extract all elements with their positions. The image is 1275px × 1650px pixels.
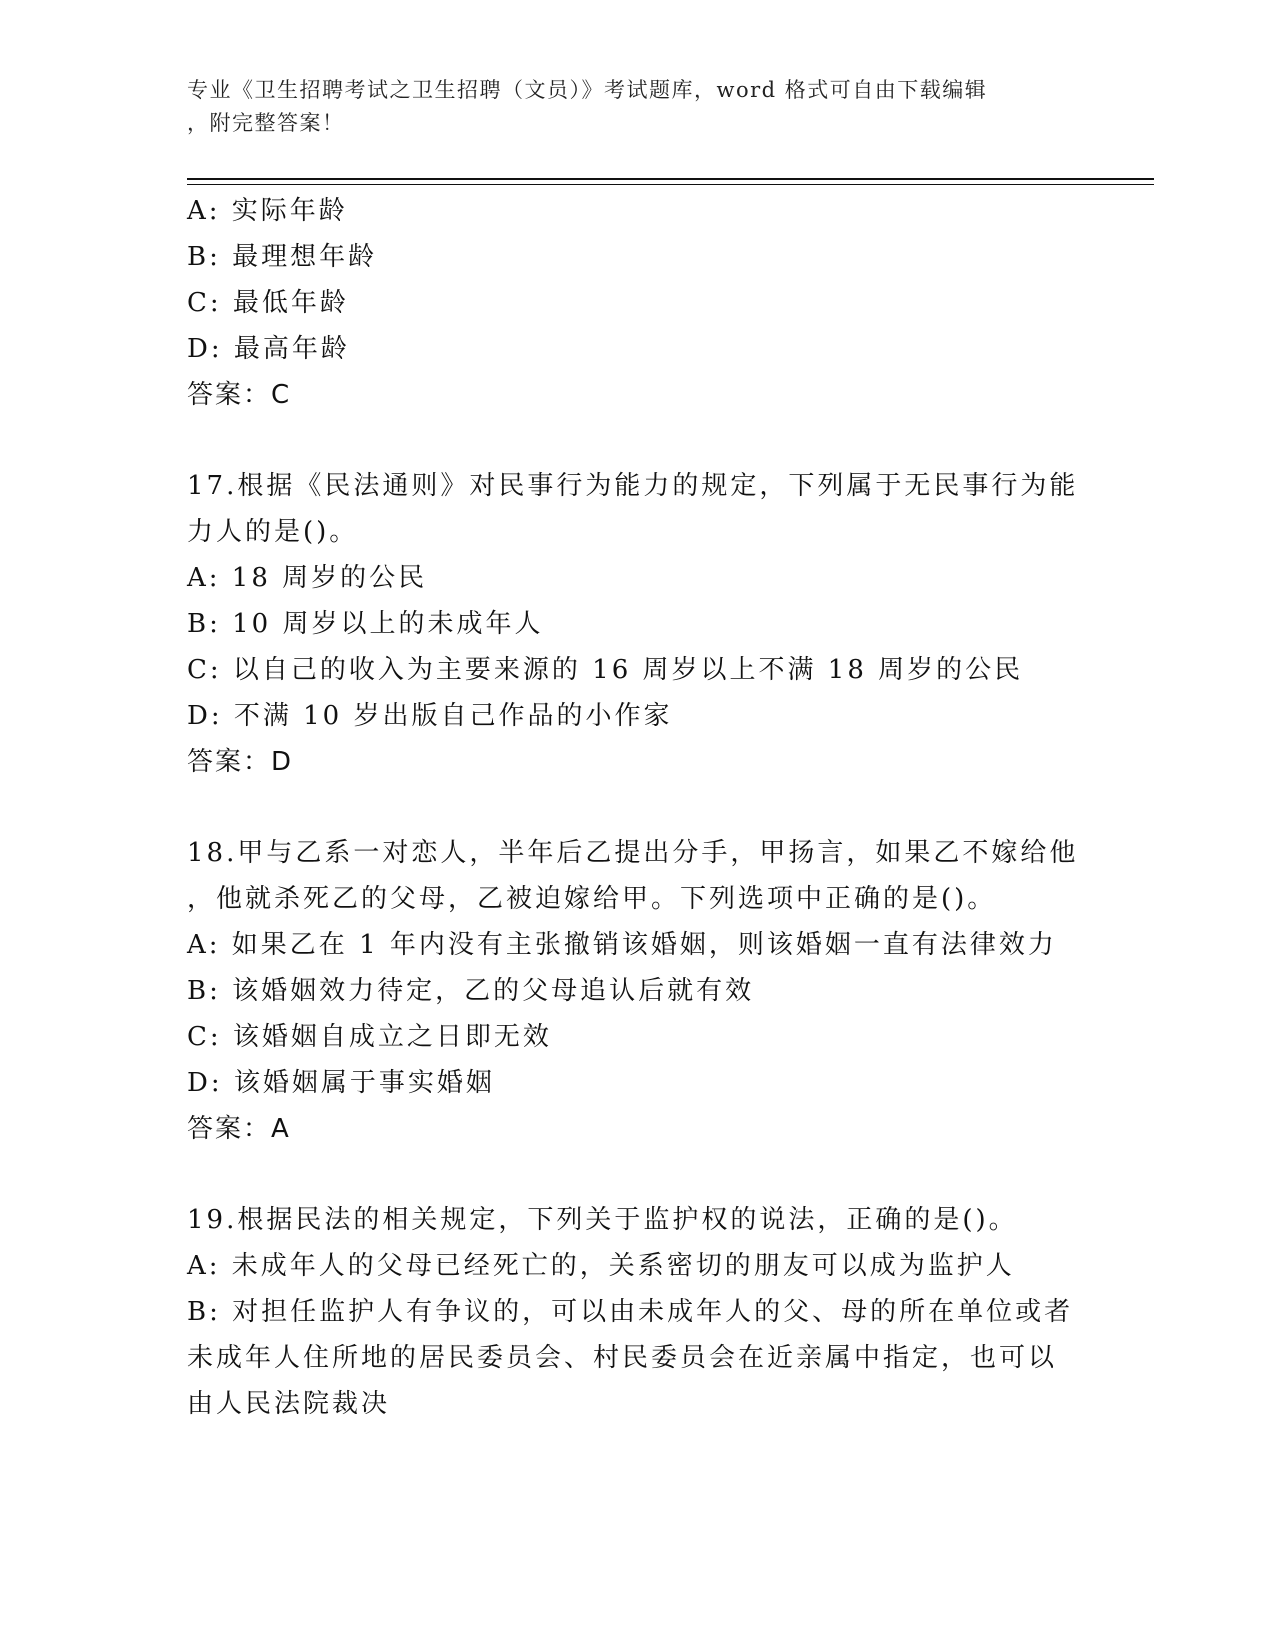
option-a: A: 如果乙在 1 年内没有主张撤销该婚姻，则该婚姻一直有法律效力: [187, 930, 1057, 960]
answer: 答案：D: [187, 747, 294, 777]
spacer: [187, 785, 1087, 830]
question-stem-line-2: ，他就杀死乙的父母，乙被迫嫁给甲。下列选项中正确的是()。: [187, 884, 997, 914]
header-divider-thin: [187, 184, 1154, 185]
question-stem-line-1: 18.甲与乙系一对恋人，半年后乙提出分手，甲扬言，如果乙不嫁给他: [187, 838, 1079, 868]
option-b-line-1: B: 对担任监护人有争议的，可以由未成年人的父、母的所在单位或者: [187, 1297, 1074, 1327]
question-16: [187, 188, 1087, 418]
option-a: A: 实际年龄: [187, 196, 348, 226]
spacer: [187, 418, 1087, 463]
question-stem-line-1: 19.根据民法的相关规定，下列关于监护权的说法，正确的是()。: [187, 1205, 1018, 1235]
question-17: [187, 463, 1087, 785]
question-list: [187, 188, 1087, 1427]
option-c: C: 该婚姻自成立之日即无效: [187, 1022, 552, 1052]
option-a: A: 18 周岁的公民: [187, 563, 428, 593]
option-c: C: 以自己的收入为主要来源的 16 周岁以上不满 18 周岁的公民: [187, 655, 1024, 685]
option-a: A: 未成年人的父母已经死亡的，关系密切的朋友可以成为监护人: [187, 1251, 1015, 1281]
header-title-line-2: ，附完整答案！: [187, 111, 345, 135]
document-header: [187, 74, 1067, 140]
spacer: [187, 1152, 1087, 1197]
answer: 答案：C: [187, 380, 292, 410]
option-b: B: 最理想年龄: [187, 242, 378, 272]
option-b-line-3: 由人民法院裁决: [187, 1389, 391, 1419]
answer: 答案：A: [187, 1114, 291, 1144]
question-stem-line-2: 力人的是()。: [187, 517, 359, 547]
option-b: B: 该婚姻效力待定，乙的父母追认后就有效: [187, 976, 755, 1006]
option-b-line-2: 未成年人住所地的居民委员会、村民委员会在近亲属中指定，也可以: [187, 1343, 1058, 1373]
question-stem-line-1: 17.根据《民法通则》对民事行为能力的规定，下列属于无民事行为能: [187, 471, 1079, 501]
option-d: D: 该婚姻属于事实婚姻: [187, 1068, 495, 1098]
question-19: [187, 1197, 1087, 1427]
option-b: B: 10 周岁以上的未成年人: [187, 609, 544, 639]
question-18: [187, 830, 1087, 1152]
header-divider-thick: [187, 178, 1154, 180]
option-d: D: 最高年龄: [187, 334, 350, 364]
option-c: C: 最低年龄: [187, 288, 349, 318]
header-title-line-1: 专业《卫生招聘考试之卫生招聘（文员）》考试题库，word 格式可自由下载编辑: [187, 78, 988, 102]
option-d: D: 不满 10 岁出版自己作品的小作家: [187, 701, 673, 731]
